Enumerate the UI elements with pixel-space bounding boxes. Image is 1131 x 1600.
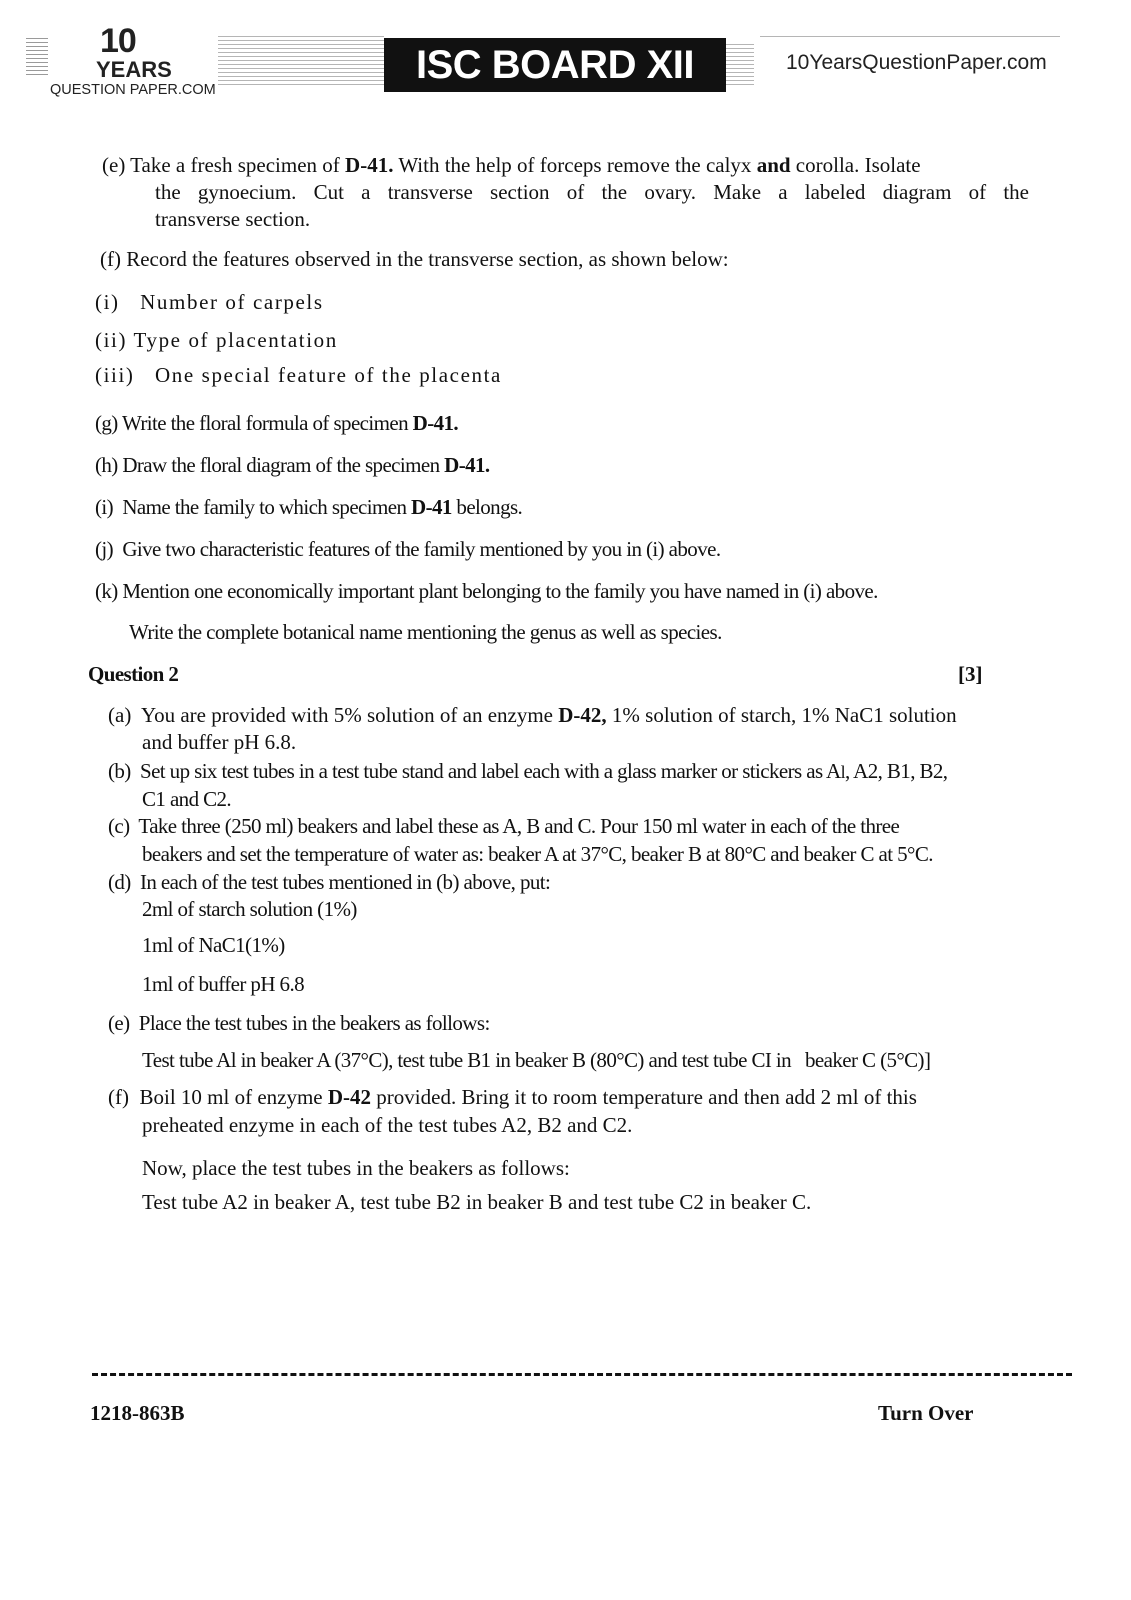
q1-h: (h) Draw the floral diagram of the specimen D-41. [95,453,490,477]
q2-d-item-3: 1ml of buffer pH 6.8 [142,972,304,996]
footer-dashed-divider [92,1373,1072,1376]
q2-f-line1: (f) Boil 10 ml of enzyme D-42 provided. Bring it to room temperature and then add 2 ml of this [108,1085,917,1109]
turn-over-label: Turn Over [878,1401,974,1425]
header-stripes-left [218,36,384,86]
q2-c-line1: (c) Take three (250 ml) beakers and label these as A, B and C. Pour 150 ml water in each of the three [108,814,900,838]
q1-j: (j) Give two characteristic features of the family mentioned by you in (i) above. [95,537,721,561]
header-stripes-right [726,44,754,88]
q2-f-line2: preheated enzyme in each of the test tubes A2, B2 and C2. [142,1113,633,1137]
q2-a-line1: (a) You are provided with 5% solution of an enzyme D-42, 1% solution of starch, 1% NaC1 solution [108,703,957,727]
question-2-marks: [3] [958,662,983,686]
logo-stripes [26,38,48,78]
q2-a-line2: and buffer pH 6.8. [142,730,297,754]
logo-number: 10 [100,22,136,60]
q1-e-line1: (e) Take a fresh specimen of D-41. With the help of forceps remove the calyx and corolla. Isolate [102,153,921,177]
q2-e-line2: Test tube Al in beaker A (37°C), test tube B1 in beaker B (80°C) and test tube CI in beaker C (5°C)] [142,1048,931,1072]
q2-f-line3: Now, place the test tubes in the beakers as follows: [142,1156,570,1180]
paper-code: 1218-863B [90,1401,185,1425]
logo-site-text: QUESTION PAPER.COM [50,82,216,98]
q1-f-item-ii: (ii) Type of placentation [95,328,338,352]
q1-e-line3: transverse section. [155,207,311,231]
q1-e-line2: the gynoecium. Cut a transverse section of the ovary. Make a labeled diagram of the [155,180,1029,204]
q1-k: (k) Mention one economically important plant belonging to the family you have named in (i) above. [95,579,878,603]
logo-years: YEARS [96,57,172,82]
page-header [0,0,1131,110]
q2-d-line1: (d) In each of the test tubes mentioned in (b) above, put: [108,870,551,894]
board-title: ISC BOARD XII [384,38,726,92]
q2-f-line4: Test tube A2 in beaker A, test tube B2 in beaker B and test tube C2 in beaker C. [142,1190,812,1214]
header-rule [760,36,1060,39]
q2-d-item-1: 2ml of starch solution (1%) [142,897,357,921]
q1-f-item-i: (i) Number of carpels [95,290,324,314]
q1-k-line2: Write the complete botanical name mentioning the genus as well as species. [129,620,722,644]
q1-f: (f) Record the features observed in the transverse section, as shown below: [100,247,729,271]
question-2-title: Question 2 [88,662,179,686]
q2-b-line2: C1 and C2. [142,787,232,811]
site-url: 10YearsQuestionPaper.com [786,51,1047,74]
site-logo [26,24,216,104]
q2-e-line1: (e) Place the test tubes in the beakers as follows: [108,1011,490,1035]
q2-c-line2: beakers and set the temperature of water as: beaker A at 37°C, beaker B at 80°C and beaker C at 5°C. [142,842,933,866]
q1-f-item-iii: (iii) One special feature of the placenta [95,363,502,387]
q2-d-item-2: 1ml of NaC1(1%) [142,933,285,957]
q1-i: (i) Name the family to which specimen D-41 belongs. [95,495,523,519]
q1-g: (g) Write the floral formula of specimen D-41. [95,411,459,435]
q2-b-line1: (b) Set up six test tubes in a test tube stand and label each with a glass marker or stickers as Al, A2, B1, B2, [108,759,948,783]
